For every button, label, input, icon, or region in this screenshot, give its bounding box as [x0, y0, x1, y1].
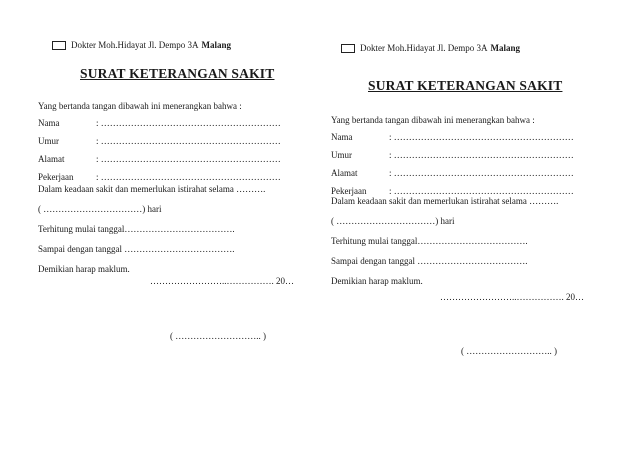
field-value: : …………………………………………………… [96, 118, 281, 128]
place-date-line: ……………………..……………. 20… [150, 276, 294, 286]
patient-fields [331, 132, 574, 204]
end-date-text: Sampai dengan tanggal ………………………………. [38, 244, 235, 254]
field-label: Nama [331, 132, 353, 142]
days-text: ( ……………………………) hari [331, 216, 455, 226]
clinic-city: Malang [201, 40, 231, 50]
field-row-nama [331, 132, 574, 150]
clinic-city: Malang [490, 43, 520, 53]
field-label: Umur [331, 150, 352, 160]
field-label: Pekerjaan [331, 186, 367, 196]
field-row-nama [38, 118, 281, 136]
rest-duration-text: Dalam keadaan sakit dan memerlukan istirahat selama ………. [331, 196, 559, 206]
field-value: : …………………………………………………… [96, 136, 281, 146]
certificate-form-right [319, 0, 638, 451]
rest-duration-text: Dalam keadaan sakit dan memerlukan istirahat selama ………. [38, 184, 266, 194]
field-label: Alamat [38, 154, 65, 164]
field-label: Umur [38, 136, 59, 146]
field-value: : …………………………………………………… [389, 186, 574, 196]
field-value: : …………………………………………………… [96, 172, 281, 182]
closing-text: Demikian harap maklum. [38, 264, 130, 274]
intro-text: Yang bertanda tangan dibawah ini menerangkan bahwa : [38, 101, 242, 111]
field-row-alamat [331, 168, 574, 186]
days-text: ( ……………………………) hari [38, 204, 162, 214]
start-date-text: Terhitung mulai tanggal………………………………. [331, 236, 528, 246]
field-value: : …………………………………………………… [389, 168, 574, 178]
clinic-name: Dokter Moh.Hidayat Jl. Dempo 3A [360, 43, 488, 53]
field-value: : …………………………………………………… [389, 150, 574, 160]
field-row-umur [331, 150, 574, 168]
clinic-header [341, 43, 520, 53]
patient-fields [38, 118, 281, 190]
field-row-umur [38, 136, 281, 154]
document-title: SURAT KETERANGAN SAKIT [80, 66, 275, 81]
field-label: Alamat [331, 168, 358, 178]
end-date-text: Sampai dengan tanggal ………………………………. [331, 256, 528, 266]
field-label: Nama [38, 118, 60, 128]
document-title: SURAT KETERANGAN SAKIT [368, 78, 563, 93]
field-value: : …………………………………………………… [389, 132, 574, 142]
closing-text: Demikian harap maklum. [331, 276, 423, 286]
checkbox-icon [341, 44, 355, 53]
start-date-text: Terhitung mulai tanggal………………………………. [38, 224, 235, 234]
field-label: Pekerjaan [38, 172, 74, 182]
statement-block [38, 184, 265, 284]
field-value: : …………………………………………………… [96, 154, 281, 164]
statement-block [331, 196, 558, 296]
intro-text: Yang bertanda tangan dibawah ini menerangkan bahwa : [331, 115, 535, 125]
clinic-header [52, 40, 231, 50]
field-row-alamat [38, 154, 281, 172]
clinic-name: Dokter Moh.Hidayat Jl. Dempo 3A [71, 40, 199, 50]
checkbox-icon [52, 41, 66, 50]
place-date-line: ……………………..……………. 20… [440, 292, 584, 302]
signature-name: ( ……………………….. ) [170, 331, 266, 341]
signature-name: ( ……………………….. ) [461, 346, 557, 356]
